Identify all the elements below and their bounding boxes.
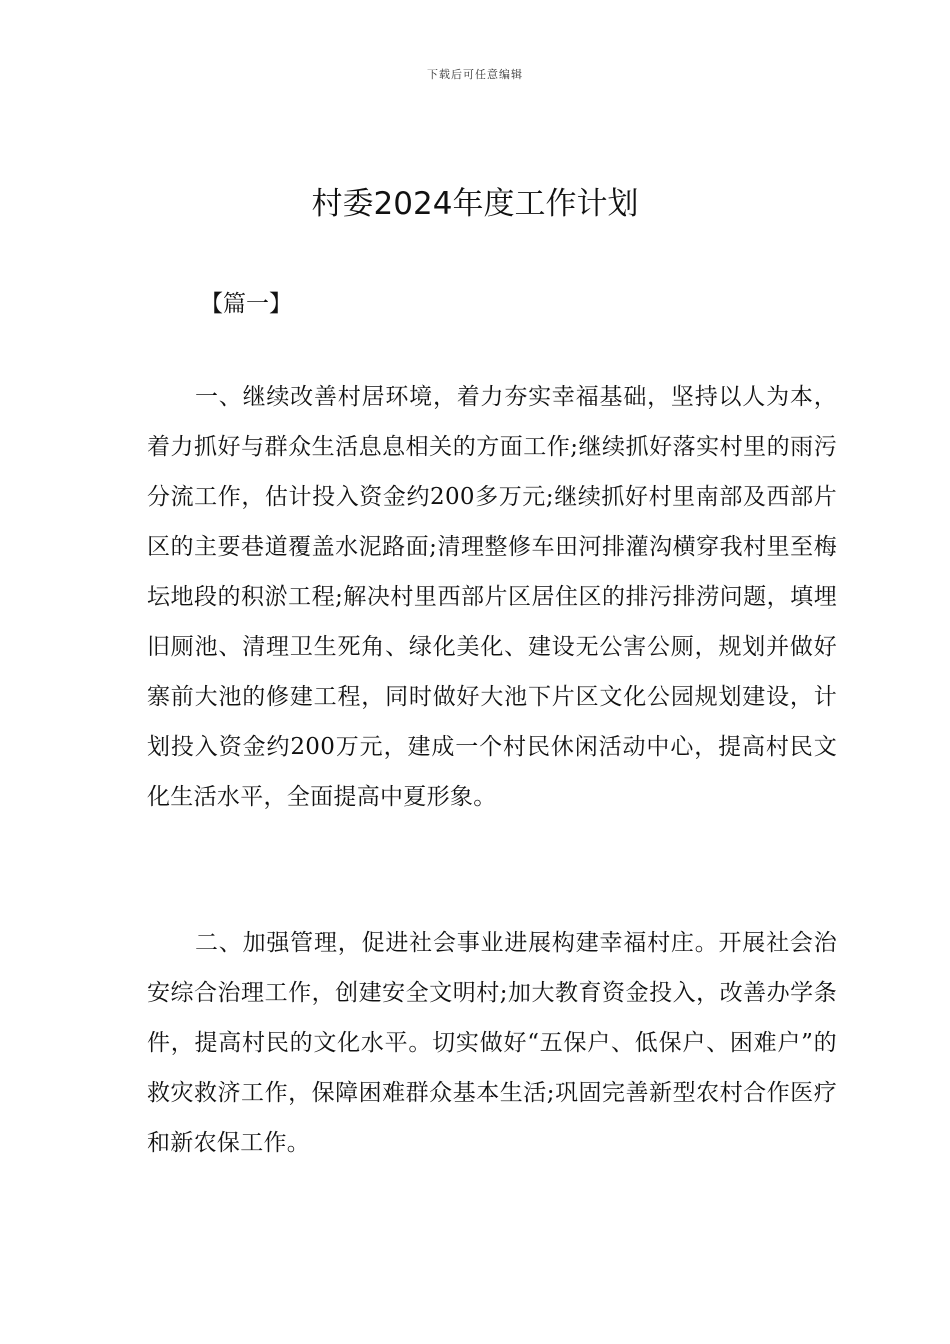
page-header-note: 下载后可任意编辑 (427, 68, 523, 81)
paragraph-2: 二、加强管理，促进社会事业进展构建幸福村庄。开展社会治安综合治理工作，创建安全文明村;加大教育资金投入，改善办学条件，提高村民的文化水平。切实做好“五保户、低保户、困难户”的救灾救济工作，保障困难群众基本生活;巩固完善新型农村合作医疗和新农保工作。 (147, 930, 837, 1156)
document-title: 村委2024年度工作计划 (311, 186, 639, 222)
section-label: 【篇一】 (200, 291, 292, 317)
paragraph-1: 一、继续改善村居环境，着力夯实幸福基础，坚持以人为本，着力抓好与群众生活息息相关的方面工作;继续抓好落实村里的雨污分流工作，估计投入资金约200多万元;继续抓好村里南部及西部片区的主要巷道覆盖水泥路面;清理整修车田河排灌沟横穿我村里至梅坛地段的积淤工程;解决村里西部片区居住区的排污排涝问题，填埋旧厕池、清理卫生死角、绿化美化、建设无公害公厕，规划并做好寨前大池的修建工程，同时做好大池下片区文化公园规划建设，计划投入资金约200万元，建成一个村民休闲活动中心，提高村民文化生活水平，全面提高中夏形象。 (147, 384, 837, 810)
